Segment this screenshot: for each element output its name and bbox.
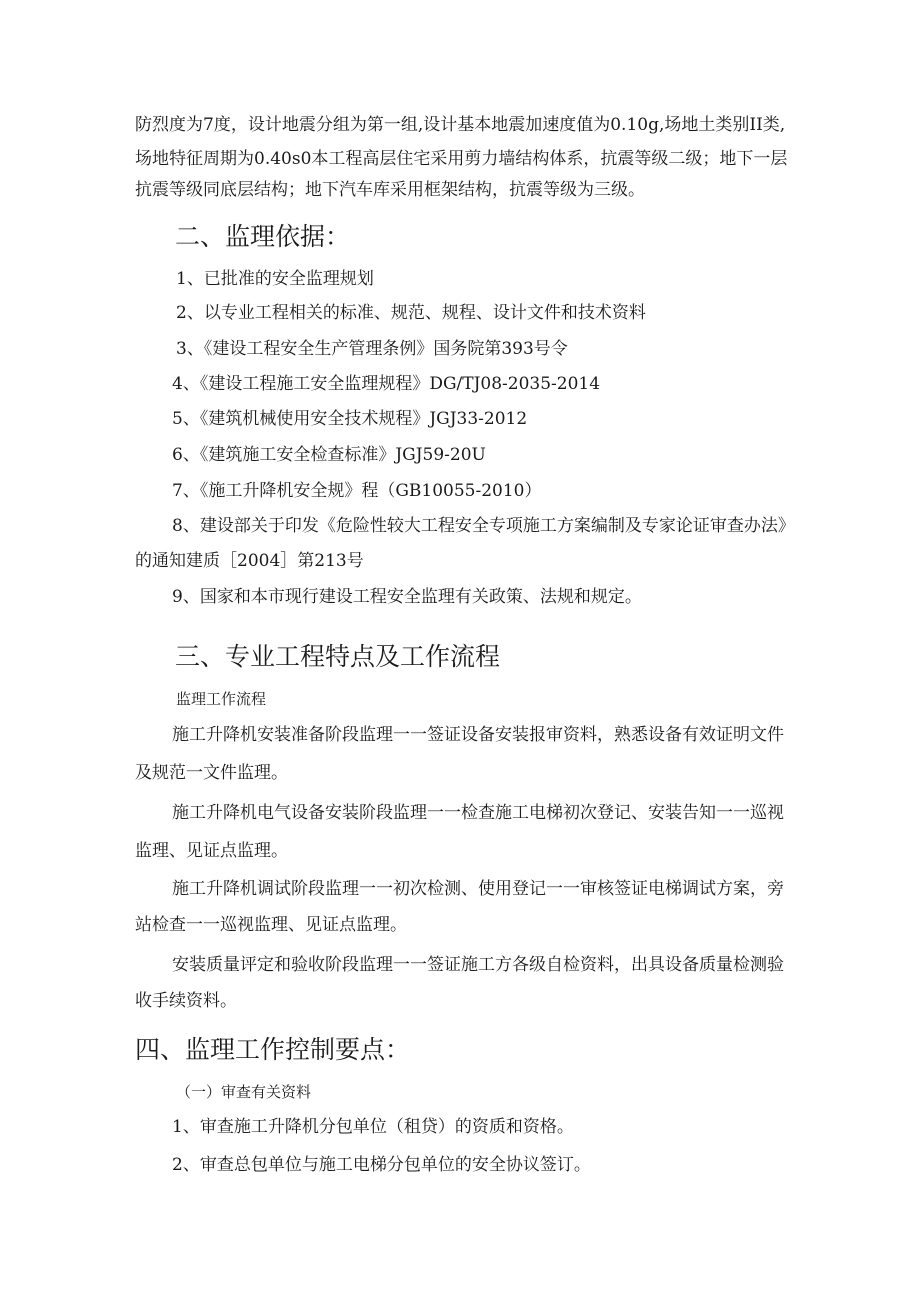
section-3-para-3-line-2: 站检查一一巡视监理、见证点监理。 [135, 915, 407, 935]
section-2-item-9: 9、国家和本市现行建设工程安全监理有关政策、法规和规定。 [172, 587, 642, 607]
section-3-para-3-line-1: 施工升降机调试阶段监理一一初次检测、使用登记一一审核签证电梯调试方案，旁 [172, 879, 784, 899]
section-2-item-8: 8、建设部关于印发《危险性较大工程安全专项施工方案编制及专家论证审查办法》 [172, 516, 795, 536]
section-4-heading: 四、监理工作控制要点： [135, 1035, 411, 1064]
section-4-item-1: 1、审查施工升降机分包单位（租贷）的资质和资格。 [172, 1117, 574, 1137]
section-2-item-2: 2、以专业工程相关的标准、规范、规程、设计文件和技术资料 [176, 303, 646, 323]
section-3-para-2-line-2: 监理、见证点监理。 [135, 841, 288, 861]
section-3-para-4-line-1: 安装质量评定和验收阶段监理一一签证施工方各级自检资料，出具设备质量检测验 [172, 955, 784, 975]
section-3-para-1-line-2: 及规范一文件监理。 [135, 763, 288, 783]
section-2-item-1: 1、已批准的安全监理规划 [176, 269, 374, 289]
section-2-item-4: 4、《建设工程施工安全监理规程》DG/TJ08-2035-2014 [172, 374, 601, 394]
intro-line-1: 防烈度为7度，设计地震分组为第一组,设计基本地震加速度值为0.10g,场地土类别II类, [135, 115, 786, 135]
section-4-item-2: 2、审查总包单位与施工电梯分包单位的安全协议签订。 [172, 1155, 591, 1175]
section-2-item-8-cont: 的通知建质［2004］第213号 [135, 551, 364, 571]
section-2-item-7: 7、《施工升降机安全规》程（GB10055-2010） [172, 481, 542, 501]
section-4-subheading: （一）审查有关资料 [176, 1083, 312, 1101]
intro-line-3: 抗震等级同底层结构；地下汽车库采用框架结构，抗震等级为三级。 [135, 180, 645, 200]
section-3-para-2-line-1: 施工升降机电气设备安装阶段监理一一检查施工电梯初次登记、安装告知一一巡视 [172, 803, 784, 823]
intro-line-2: 场地特征周期为0.40s0本工程高层住宅采用剪力墙结构体系，抗震等级二级；地下一层 [135, 149, 788, 169]
section-2-item-6: 6、《建筑施工安全检查标准》JGJ59-20U [172, 445, 486, 465]
section-2-item-5: 5、《建筑机械使用安全技术规程》JGJ33-2012 [172, 409, 528, 429]
section-2-item-3: 3、《建设工程安全生产管理条例》国务院第393号令 [176, 339, 568, 359]
section-3-para-4-line-2: 收手续资料。 [135, 991, 237, 1011]
section-3-heading: 三、专业工程特点及工作流程 [175, 642, 501, 671]
section-2-heading: 二、监理依据： [175, 222, 351, 251]
section-3-para-1-line-1: 施工升降机安装准备阶段监理一一签证设备安装报审资料，熟悉设备有效证明文件 [172, 725, 784, 745]
section-3-subheading: 监理工作流程 [176, 690, 267, 708]
